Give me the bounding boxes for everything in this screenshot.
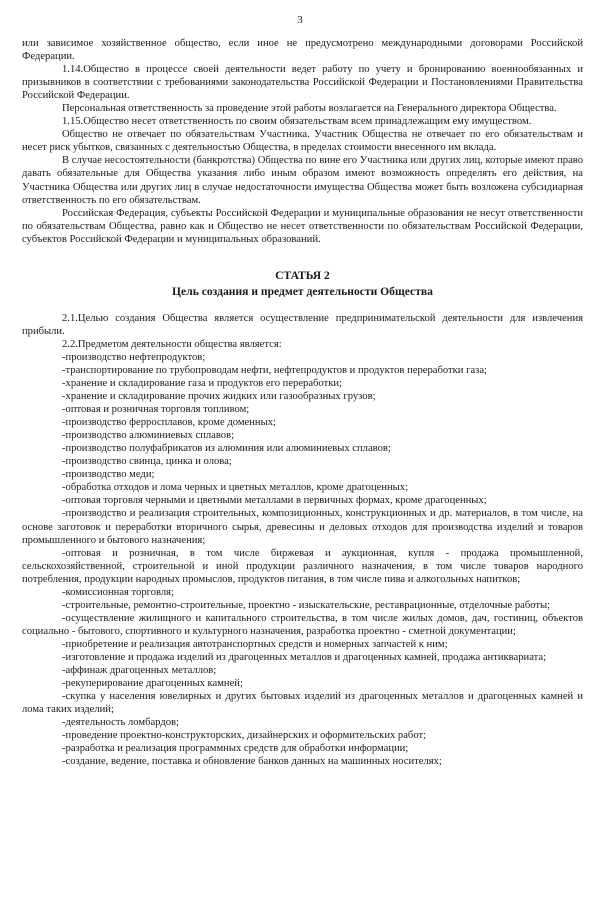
article-heading [22,268,583,300]
activity-item: -транспортирование по трубопроводам нефти, нефтепродуктов и продуктов переработки газа; [62,364,487,376]
paragraph-state-liability: Российская Федерация, субъекты Российской Федерации и муниципальные образования не несут ответственности по обязательствам Общества, равно как и Общество не несет ответственности по обязательствам Российской Федерации, субъектов Российской Федерации и муниципальных образований. [22,207,583,245]
paragraph-1-14: 1.14.Общество в процессе своей деятельности ведет работу по учету и бронированию военнообязанных и призывников в соответствии с требованиями законодательства Российской Федерации и Постановлениями Правительства Российской Федерации. [22,64,583,102]
activity-item: -производство полуфабрикатов из алюминия или алюминиевых сплавов; [62,443,391,455]
paragraph-2-2: 2.2.Предметом деятельности общества является: [62,338,282,350]
paragraph-participant-liability: Общество не отвечает по обязательствам Участника. Участник Общества не отвечает по его обязательствам и несет риск убытков, связанных с деятельностью Общества, в пределах стоимости внесенного им вклада. [22,129,583,154]
activity-item: -оптовая торговля черными и цветными металлами в первичных формах, кроме драгоценных; [62,495,487,507]
activity-item: -производство ферросплавов, кроме доменных; [62,417,276,429]
activity-item: -скупка у населения ювелирных и других бытовых изделий из драгоценных металлов и драгоценных камней и лома таких изделий; [22,691,583,716]
paragraph-2-1: 2.1.Целью создания Общества является осуществление предпринимательской деятельности для извлечения прибыли. [22,312,583,337]
activity-item: -производство свинца, цинка и олова; [62,456,232,468]
activity-item: -проведение проектно-конструкторских, дизайнерских и оформительских работ; [62,730,427,742]
activity-item: -рекуперирование драгоценных камней; [62,678,243,690]
activity-item: -осуществление жилищного и капитального строительства, в том числе жилых домов, дач, гостиниц, объектов социально - бытового, спортивного и культурного назначения, разработка проектно - сметной документации; [22,612,583,637]
activity-item: -аффинаж драгоценных металлов; [62,665,217,677]
activity-item: -изготовление и продажа изделий из драгоценных металлов и драгоценных камней, продажа антиквариата; [62,651,547,663]
activity-item: -приобретение и реализация автотранспортных средств и номерных запчастей к ним; [62,638,448,650]
activity-item: -создание, ведение, поставка и обновление банков данных на машинных носителях; [62,756,442,768]
article-number: СТАТЬЯ 2 [275,268,330,282]
activity-item: -производство и реализация строительных, композиционных, конструкционных и др. материалов, в том числе, на основе заготовок и переработки вторичного сырья, древесины и деловых отходов для производства изделий и товаров промышленного и бытового назначения; [22,508,583,546]
activity-item: -разработка и реализация программных средств для обработки информации; [62,743,409,755]
activity-item: -строительные, ремонтно-строительные, проектно - изыскательские, реставрационные, отделочные работы; [62,599,551,611]
activity-item: -производство алюминиевых сплавов; [62,430,235,442]
document-body [22,37,583,768]
activities-list [22,351,583,769]
activity-item: -хранение и складирование прочих жидких или газообразных грузов; [62,391,376,403]
article-title: Цель создания и предмет деятельности Общества [172,284,433,298]
activity-item: -производство меди; [62,469,155,481]
activity-item: -комиссионная торговля; [62,586,174,598]
activity-item: -хранение и складирование газа и продуктов его переработки; [62,377,342,389]
paragraph-1-15: 1.15.Общество несет ответственность по своим обязательствам всем принадлежащим ему имуществом. [62,116,532,128]
activity-item: -оптовая и розничная торговля топливом; [62,404,250,416]
paragraph-bankruptcy: В случае несостоятельности (банкротства) Общества по вине его Участника или других лиц, которые имеют право давать обязательные для Общества указания либо иным образом имеют возможность определять его действия, на Участника Общества или других лиц в случае недостаточности имущества Общества может быть возложена субсидиарная ответственность по его обязательствам. [22,155,583,206]
paragraph-1-13-continuation: или зависимое хозяйственное общество, если иное не предусмотрено международными договорами Российской Федерации. [22,38,583,63]
page-number: 3 [297,14,303,26]
activity-item: -деятельность ломбардов; [62,717,179,729]
activity-item: -обработка отходов и лома черных и цветных металлов, кроме драгоценных; [62,482,409,494]
activity-item: -оптовая и розничная, в том числе биржевая и аукционная, купля - продажа промышленной, сельскохозяйственной, строительной и иной продукции различного назначения, в том числе товаров народного потребления, продукции народных промыслов, продуктов питания, в том числе пива и алкогольных напитков; [22,547,583,585]
activity-item: -производство нефтепродуктов; [62,351,206,363]
paragraph-personal-responsibility: Персональная ответственность за проведение этой работы возлагается на Генерального директора Общества. [62,103,557,115]
